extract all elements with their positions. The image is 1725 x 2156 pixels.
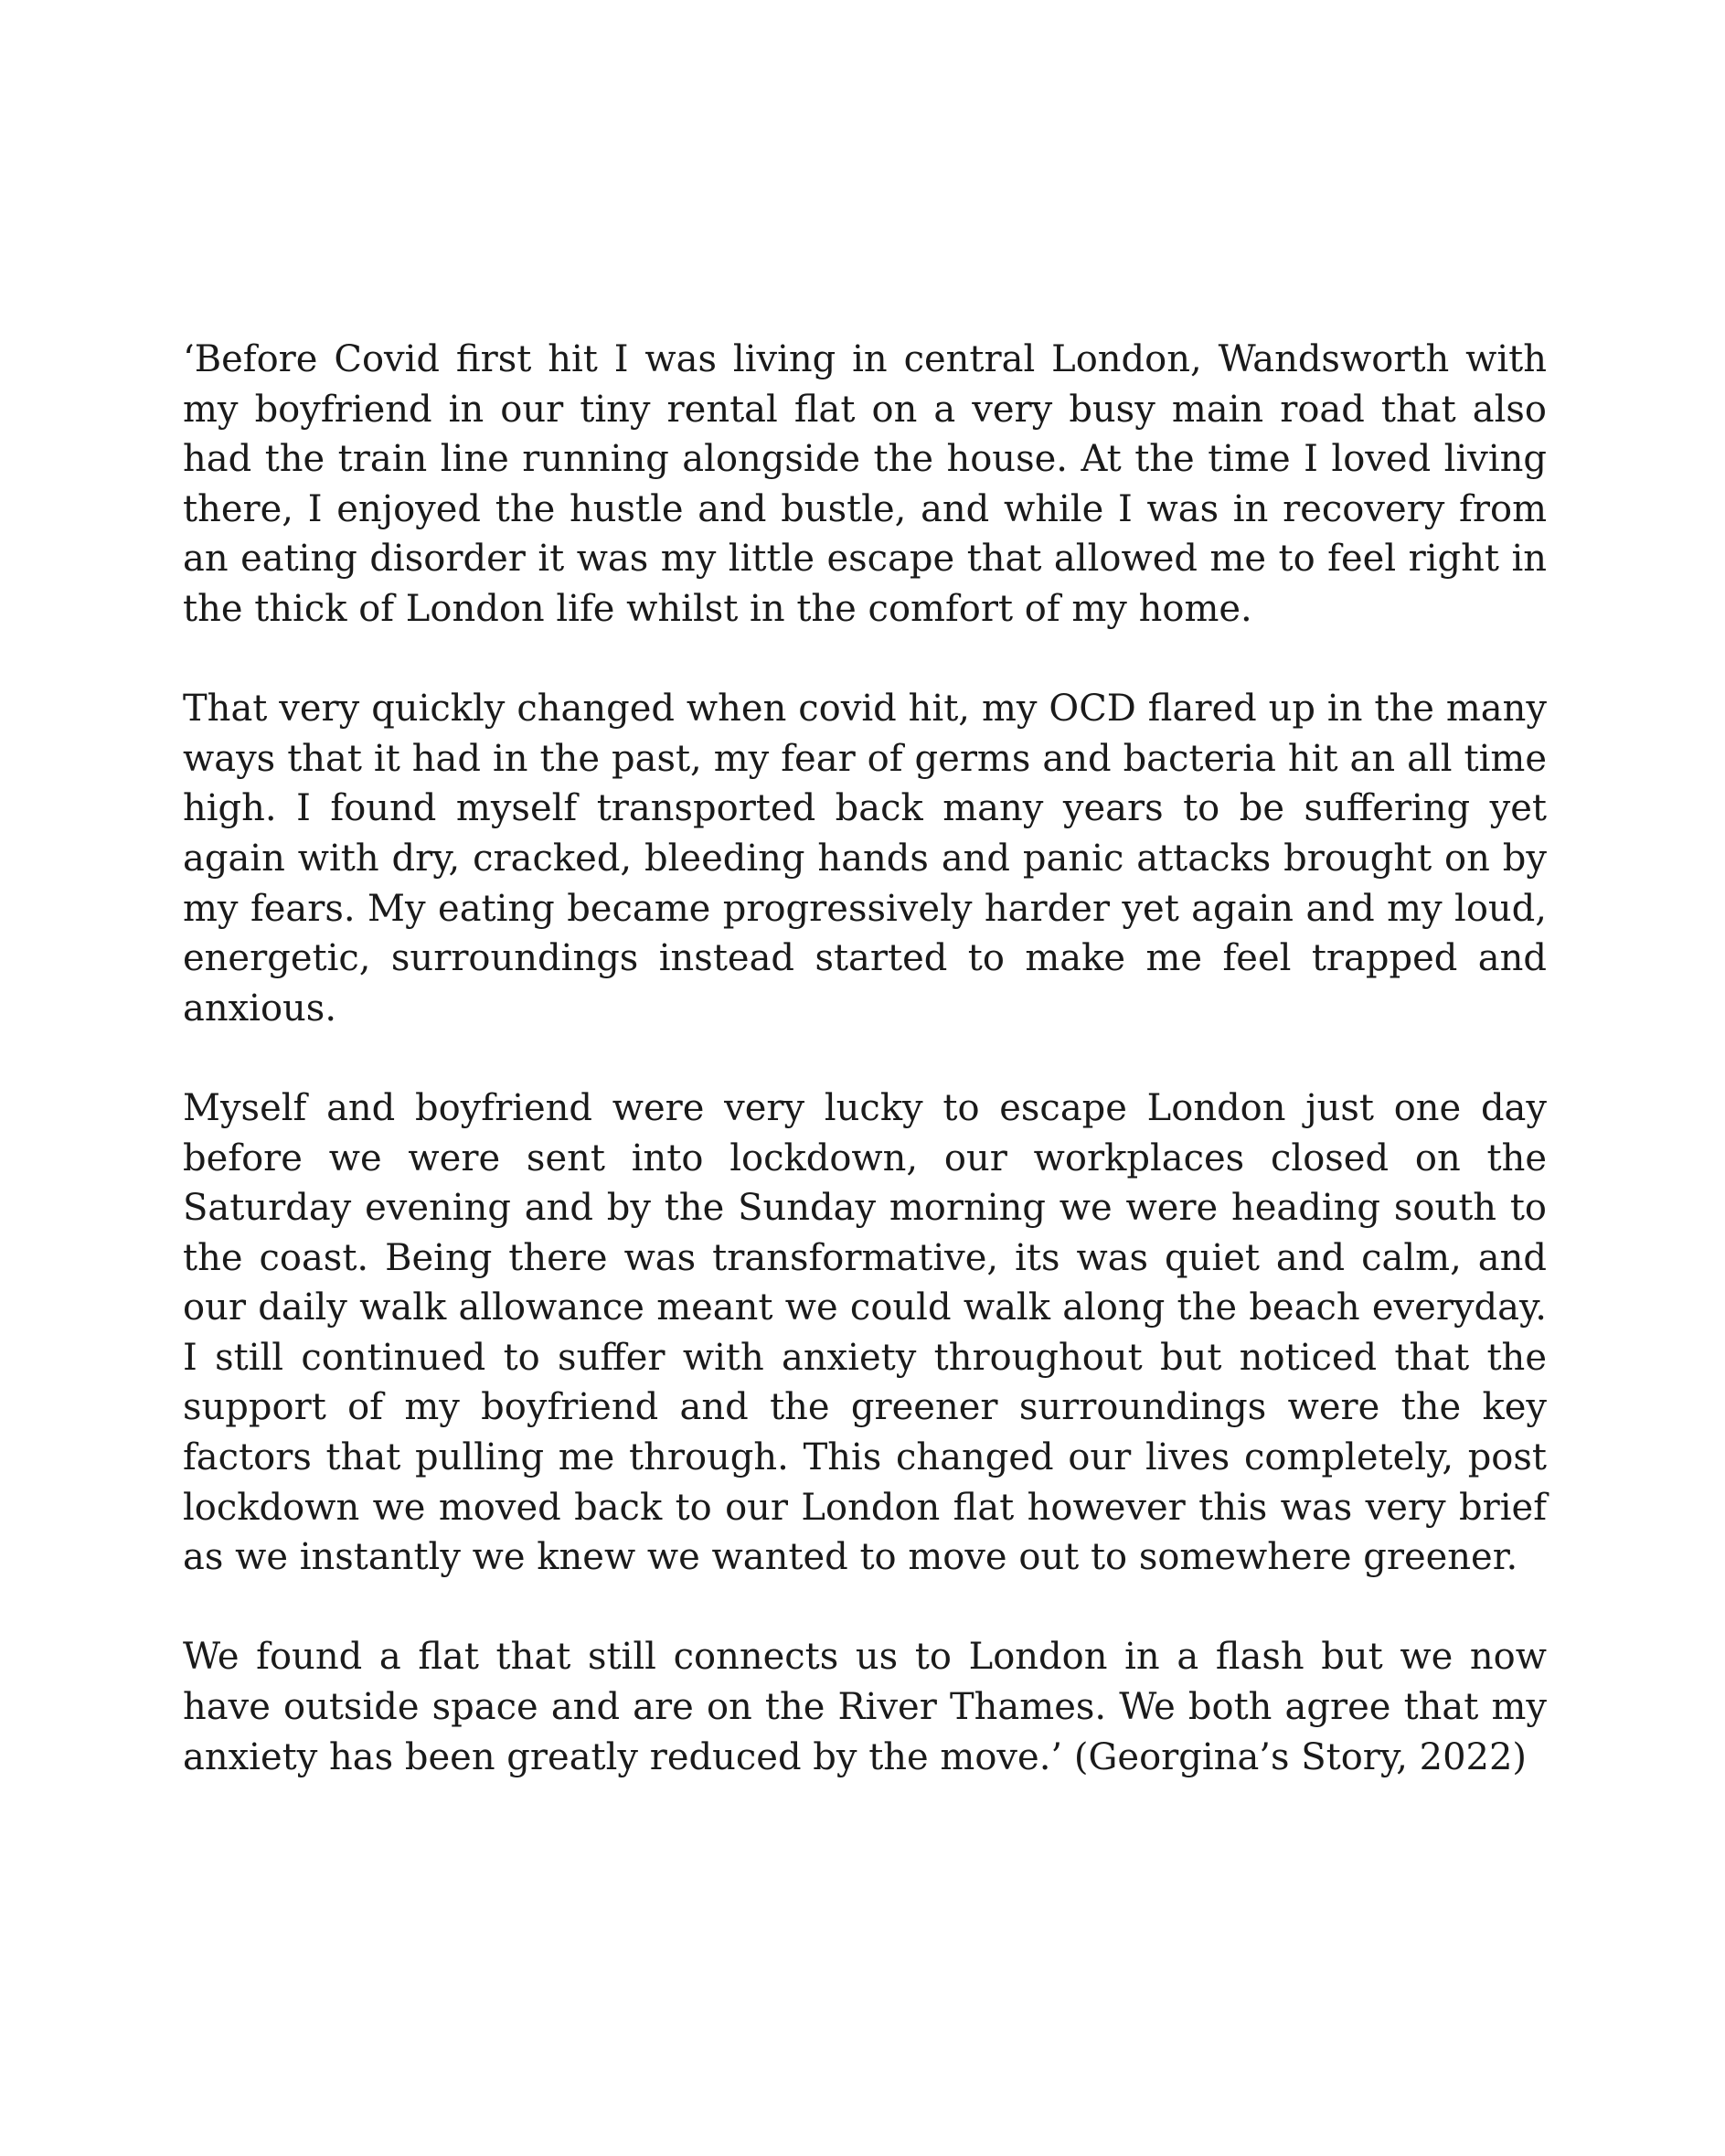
story-paragraph-2: That very quickly changed when covid hit, my OCD flared up in the many ways that it had in the past, my fear of germs and bacteria hit an all time high. I found myself transported back many years to be suffering yet again with dry, cracked, bleeding hands and panic attacks brought on by my fears. My eating became progressively harder yet again and my loud, energetic, surroundings instead started to make me feel trapped and anxious.: [183, 688, 1547, 1030]
story-paragraph-1: ‘Before Covid first hit I was living in central London, Wandsworth with my boyfriend in our tiny rental flat on a very busy main road that also had the train line running alongside the house. At the time I loved living there, I enjoyed the hustle and bustle, and while I was in recovery from an eating disorder it was my little escape that allowed me to feel right in the thick of London life whilst in the comfort of my home.: [183, 338, 1547, 630]
story-paragraph-3: Myself and boyfriend were very lucky to escape London just one day before we were sent into lockdown, our workplaces closed on the Saturday evening and by the Sunday morning we were heading south to the coast. Being there was transformative, its was quiet and calm, and our daily walk allowance meant we could walk along the beach everyday. I still continued to suffer with anxiety throughout but noticed that the support of my boyfriend and the greener surroundings were the key factors that pulling me through. This changed our lives completely, post lockdown we moved back to our London flat however this was very brief as we instantly we knew we wanted to move out to somewhere greener.: [183, 1086, 1547, 1579]
story-text-block: [183, 335, 1547, 1782]
story-paragraph-4: We found a flat that still connects us to London in a flash but we now have outside space and are on the River Thames. We both agree that my anxiety has been greatly reduced by the move.’ (Georgina’s Story, 2022): [183, 1636, 1547, 1778]
